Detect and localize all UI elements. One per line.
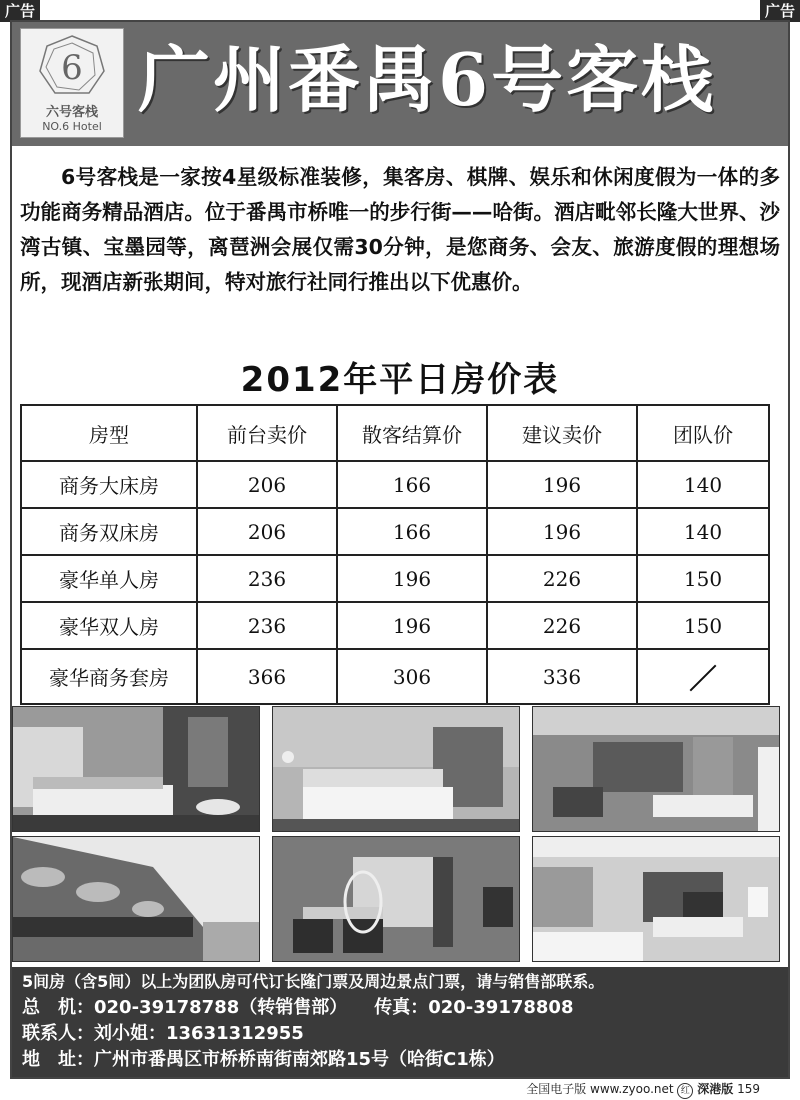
table-cell: 166 bbox=[337, 508, 487, 555]
table-cell: 150 bbox=[637, 555, 769, 602]
region-label: 深港版 bbox=[697, 1082, 734, 1096]
table-cell: 206 bbox=[197, 461, 337, 508]
table-cell: 166 bbox=[337, 461, 487, 508]
phone-fax-line: 总 机：020-39178788（转销售部） 传真：020-39178808 bbox=[22, 997, 574, 1018]
table-cell: 140 bbox=[637, 461, 769, 508]
table-cell: 236 bbox=[197, 602, 337, 649]
price-table-title: 2012年平日房价表 bbox=[240, 360, 560, 400]
address-line: 地 址：广州市番禺区市桥桥南街南郊路15号（哈街C1栋） bbox=[22, 1049, 505, 1070]
photo-guest-room bbox=[532, 836, 780, 962]
photo-suite-room bbox=[532, 706, 780, 832]
photo-building-exterior bbox=[12, 836, 260, 962]
table-row bbox=[21, 508, 769, 555]
photo-king-room bbox=[12, 706, 260, 832]
column-header: 建议卖价 bbox=[487, 405, 637, 461]
table-cell: 226 bbox=[487, 602, 637, 649]
column-header: 房型 bbox=[21, 405, 197, 461]
column-header: 散客结算价 bbox=[337, 405, 487, 461]
photo-deluxe-room bbox=[272, 706, 520, 832]
group-booking-note: 5间房（含5间）以上为团队房可代订长隆门票及周边景点门票，请与销售部联系。 bbox=[22, 972, 605, 991]
contact-person-line: 联系人：刘小姐：13631312955 bbox=[22, 1023, 304, 1044]
table-cell: 140 bbox=[637, 508, 769, 555]
slash-mark bbox=[690, 665, 717, 692]
contact-box bbox=[12, 967, 788, 1077]
table-cell: 豪华商务套房 bbox=[21, 649, 197, 704]
not-applicable-slash-cell bbox=[637, 649, 769, 704]
table-cell: 196 bbox=[337, 602, 487, 649]
table-cell: 236 bbox=[197, 555, 337, 602]
table-cell: 196 bbox=[487, 461, 637, 508]
ad-tag-left: 广告 bbox=[0, 0, 40, 22]
table-row bbox=[21, 649, 769, 704]
table-header-row bbox=[21, 405, 769, 461]
red-badge-icon: 红 bbox=[677, 1083, 693, 1099]
table-cell: 336 bbox=[487, 649, 637, 704]
table-cell: 306 bbox=[337, 649, 487, 704]
edition-text: 全国电子版 www.zyoo.net bbox=[526, 1082, 674, 1096]
page-number: 159 bbox=[737, 1082, 760, 1096]
page-footer bbox=[526, 1080, 760, 1099]
column-header: 前台卖价 bbox=[197, 405, 337, 461]
price-table bbox=[20, 404, 770, 705]
photo-dining-area bbox=[272, 836, 520, 962]
hotel-logo bbox=[20, 28, 124, 138]
ad-title: 广州番禺6号客栈 bbox=[138, 37, 717, 122]
column-header: 团队价 bbox=[637, 405, 769, 461]
table-cell: 商务大床房 bbox=[21, 461, 197, 508]
table-cell: 226 bbox=[487, 555, 637, 602]
table-cell: 豪华单人房 bbox=[21, 555, 197, 602]
table-row bbox=[21, 555, 769, 602]
table-cell: 206 bbox=[197, 508, 337, 555]
table-row bbox=[21, 461, 769, 508]
logo-cn-text: 六号客栈 bbox=[45, 105, 98, 120]
table-cell: 366 bbox=[197, 649, 337, 704]
logo-en-text: NO.6 Hotel bbox=[42, 120, 102, 133]
hotel-logo-icon bbox=[37, 33, 107, 99]
table-cell: 150 bbox=[637, 602, 769, 649]
table-cell: 196 bbox=[337, 555, 487, 602]
table-cell: 商务双床房 bbox=[21, 508, 197, 555]
table-cell: 196 bbox=[487, 508, 637, 555]
svg-text:6: 6 bbox=[61, 48, 83, 88]
table-row bbox=[21, 602, 769, 649]
table-cell: 豪华双人房 bbox=[21, 602, 197, 649]
intro-paragraph: 6号客栈是一家按4星级标准装修，集客房、棋牌、娱乐和休闲度假为一体的多功能商务精品酒店。位于番禺市桥唯一的步行街——哈街。酒店毗邻长隆大世界、沙湾古镇、宝墨园等，离琶洲会展仅需30分钟，是您商务、会友、旅游度假的理想场所，现酒店新张期间，特对旅行社同行推出以下优惠价。 bbox=[20, 165, 780, 294]
ad-tag-right: 广告 bbox=[760, 0, 800, 22]
